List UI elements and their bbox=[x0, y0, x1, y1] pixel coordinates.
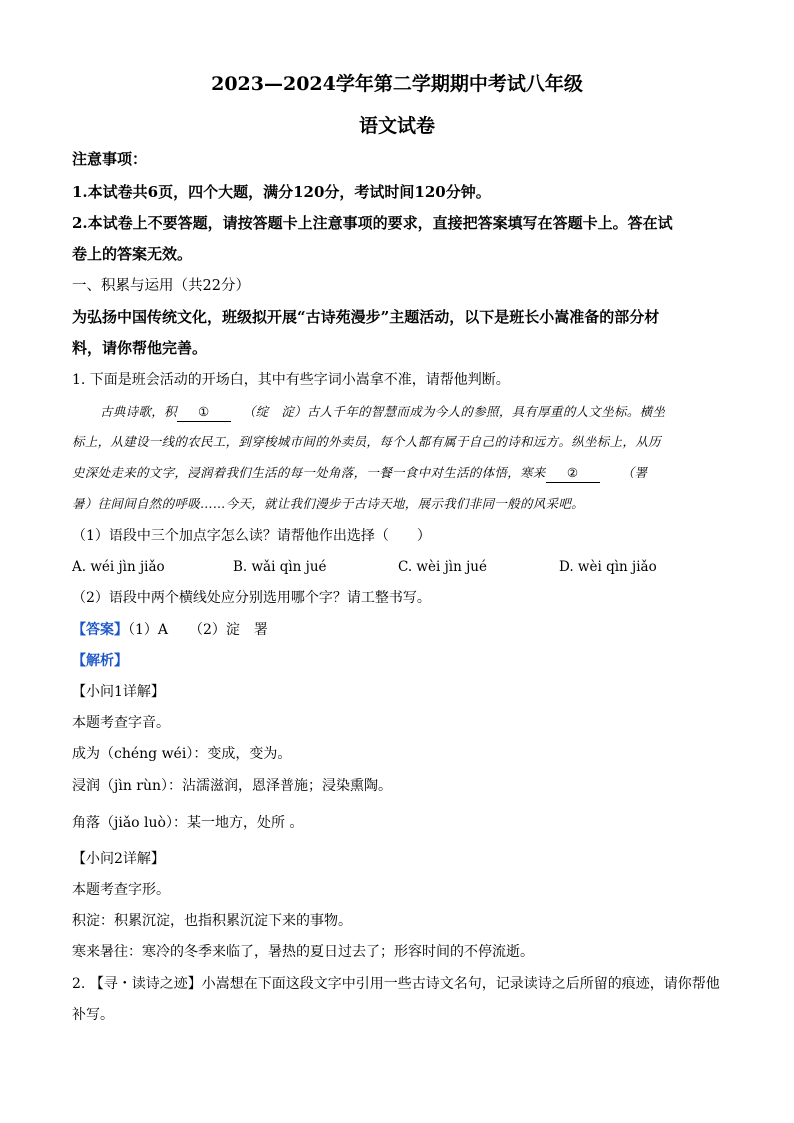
part-1-line-2: 成为（chéng wéi）：变成，变为。 bbox=[72, 746, 292, 762]
part-1-line-3: 浸润（jìn rùn）：沾濡滋润，恩泽普施；浸染熏陶。 bbox=[72, 778, 393, 794]
passage-text: （绽 淀）古人千年的智慧而成为今人的参照，具有厚重的人文坐标。横坐 bbox=[242, 404, 666, 419]
part-2-line-1: 本题考查字形。 bbox=[72, 882, 170, 898]
page-title: 2023—2024学年第二学期期中考试八年级 bbox=[211, 73, 583, 95]
option-a: A. wéi jìn jiǎo bbox=[72, 559, 165, 575]
answer-text: （1）A （2）淀 署 bbox=[128, 622, 268, 638]
passage-line-1 bbox=[100, 403, 665, 422]
blank-2: ② bbox=[546, 464, 600, 483]
notes-item-1: 1.本试卷共6页，四个大题，满分120分，考试时间120分钟。 bbox=[72, 183, 491, 201]
passage-line-2: 标上，从建设一线的农民工，到穿梭城市间的外卖员，每个人都有属于自己的诗和远方。纵坐标上，从历 bbox=[72, 434, 661, 449]
notes-heading: 注意事项： bbox=[72, 150, 148, 168]
part-1-line-4: 角落（jiǎo luò）：某一地方，处所 。 bbox=[72, 815, 304, 831]
section-1-intro-line-2: 料，请你帮他完善。 bbox=[72, 339, 208, 357]
question-1-sub-2: （2）语段中两个横线处应分别选用哪个字？请工整书写。 bbox=[72, 590, 431, 606]
notes-item-2-line-2: 卷上的答案无效。 bbox=[72, 245, 193, 263]
passage-text: （署 bbox=[621, 465, 648, 480]
question-2-line-2: 补写。 bbox=[72, 1007, 114, 1023]
analysis-tag: 【解析】 bbox=[72, 653, 128, 669]
option-d: D. wèi qìn jiǎo bbox=[559, 559, 657, 575]
question-1-sub-1: （1）语段中三个加点字怎么读？请帮他作出选择（ ） bbox=[72, 528, 431, 544]
option-c: C. wèi jìn jué bbox=[398, 559, 487, 575]
answer-line bbox=[72, 621, 268, 639]
passage-text: 古典诗歌，积 bbox=[100, 404, 177, 419]
passage-line-3 bbox=[72, 464, 647, 483]
passage-line-4: 暑）往间间自然的呼吸……今天，就让我们漫步于古诗天地，展示我们非同一般的风采吧。 bbox=[72, 496, 585, 511]
notes-item-2-line-1: 2.本试卷上不要答题，请按答题卡上注意事项的要求，直接把答案填写在答题卡上。答在试 bbox=[72, 214, 673, 232]
part-2-line-2: 积淀：积累沉淀，也指积累沉淀下来的事物。 bbox=[72, 913, 352, 929]
option-b: B. wǎi qìn jué bbox=[233, 559, 327, 575]
blank-1: ① bbox=[177, 403, 231, 422]
question-2-line-1: 2. 【寻・读诗之迹】小嵩想在下面这段文字中引用一些古诗文名句，记录读诗之后所留的痕迹，请你帮他 bbox=[72, 976, 720, 992]
passage-text: 史深处走来的文字，浸润着我们生活的每一处角落，一餐一食中对生活的体悟，寒来 bbox=[72, 465, 546, 480]
part-1-heading: 【小问1详解】 bbox=[72, 684, 165, 700]
section-1-intro-line-1: 为弘扬中国传统文化，班级拟开展“古诗苑漫步”主题活动，以下是班长小嵩准备的部分材 bbox=[72, 308, 660, 326]
page-subtitle: 语文试卷 bbox=[358, 115, 435, 137]
analysis-line bbox=[72, 652, 128, 670]
part-2-line-3: 寒来暑往：寒冷的冬季来临了，暑热的夏日过去了；形容时间的不停流逝。 bbox=[72, 944, 534, 960]
answer-tag: 【答案】 bbox=[72, 622, 128, 638]
section-1-heading: 一、积累与运用（共22分） bbox=[72, 278, 250, 294]
part-1-line-1: 本题考查字音。 bbox=[72, 715, 170, 731]
part-2-heading: 【小问2详解】 bbox=[72, 851, 165, 867]
question-1-stem: 1. 下面是班会活动的开场白，其中有些字词小嵩拿不准，请帮他判断。 bbox=[72, 372, 510, 388]
